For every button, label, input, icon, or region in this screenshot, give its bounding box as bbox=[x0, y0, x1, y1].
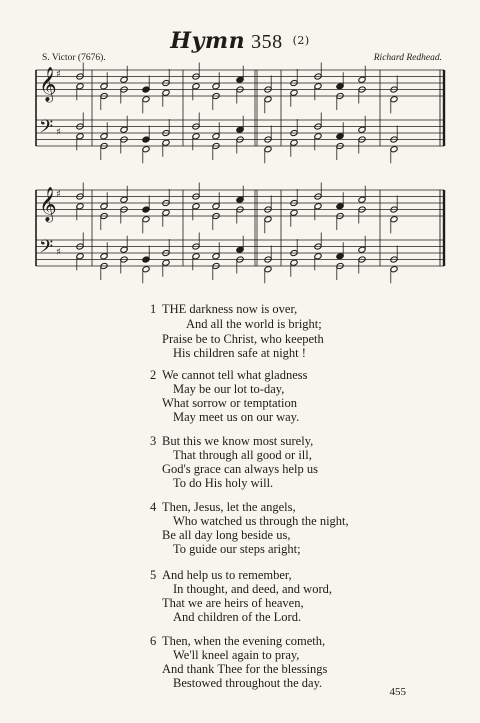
verse-line: And children of the Lord. bbox=[173, 610, 302, 624]
sharp-icon: ♯ bbox=[56, 189, 61, 200]
verse-line: We'll kneel again to pray, bbox=[173, 648, 300, 662]
verse-line: THE darkness now is over, bbox=[162, 302, 298, 316]
composer-name: Richard Redhead. bbox=[373, 53, 442, 63]
verse-line: And all the world is bright; bbox=[186, 317, 322, 331]
verse-line: And help us to remember, bbox=[162, 568, 292, 582]
bass-clef-icon: 𝄢 bbox=[39, 117, 54, 142]
verse-line: Who watched us through the night, bbox=[173, 514, 349, 528]
hymn-number: 358 bbox=[251, 31, 283, 53]
page-number: 455 bbox=[389, 686, 406, 698]
verse-line: But this we know most surely, bbox=[162, 434, 314, 448]
verse-number: 4 bbox=[150, 500, 157, 514]
verse-line: Be all day long beside us, bbox=[162, 528, 291, 542]
verse-line: In thought, and deed, and word, bbox=[173, 582, 332, 596]
tune-name: S. Victor (7676). bbox=[42, 53, 106, 63]
verse-line: Praise be to Christ, who keepeth bbox=[162, 332, 324, 346]
verse-number: 5 bbox=[150, 568, 157, 582]
verse-number: 1 bbox=[150, 302, 157, 316]
verse-line: To guide our steps aright; bbox=[173, 542, 301, 556]
verse-line: His children safe at night ! bbox=[173, 346, 306, 360]
hymn-suffix: (2) bbox=[292, 34, 310, 47]
hymn-title-word: Hymn bbox=[170, 28, 246, 54]
verse-number: 6 bbox=[150, 634, 157, 648]
bass-clef-icon: 𝄢 bbox=[39, 237, 54, 262]
verse-line: That we are heirs of heaven, bbox=[162, 596, 304, 610]
verse-line: To do His holy will. bbox=[173, 476, 274, 490]
music-score bbox=[0, 0, 480, 290]
verse-line: Then, when the evening cometh, bbox=[162, 634, 326, 648]
sharp-icon: ♯ bbox=[56, 127, 61, 138]
sharp-icon: ♯ bbox=[56, 69, 61, 80]
verse-line: Then, Jesus, let the angels, bbox=[162, 500, 296, 514]
sharp-icon: ♯ bbox=[56, 247, 61, 258]
treble-clef-icon: 𝄞 bbox=[39, 187, 57, 222]
verse-line: God's grace can always help us bbox=[162, 462, 319, 476]
verse-line: And thank Thee for the blessings bbox=[162, 662, 328, 676]
verse-line: We cannot tell what gladness bbox=[162, 368, 308, 382]
verse-line: May meet us on our way. bbox=[173, 410, 300, 424]
verse-line: That through all good or ill, bbox=[173, 448, 312, 462]
verse-line: What sorrow or temptation bbox=[162, 396, 298, 410]
verse-line: Bestowed throughout the day. bbox=[173, 676, 323, 690]
verse-number: 3 bbox=[150, 434, 157, 448]
verse-number: 2 bbox=[150, 368, 157, 382]
verse-line: May be our lot to-day, bbox=[173, 382, 285, 396]
treble-clef-icon: 𝄞 bbox=[39, 67, 57, 102]
